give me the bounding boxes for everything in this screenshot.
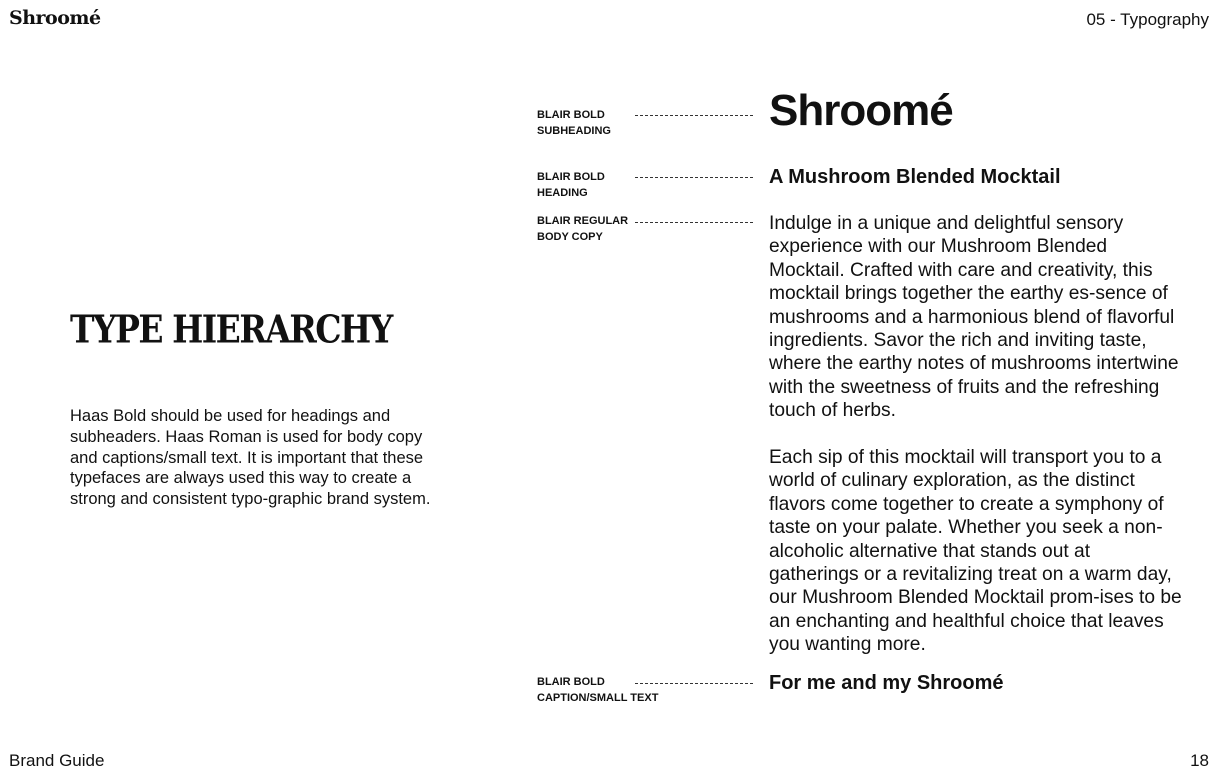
caption-label: [537, 674, 658, 706]
footer-guide-title: Brand Guide: [9, 751, 105, 770]
heading-label: [537, 169, 605, 201]
subheading-sample: Shroomé: [769, 86, 953, 135]
type-hierarchy-description: Haas Bold should be used for headings and subheaders. Haas Roman is used for body copy and captions/small text. It is important that these typefaces are always used this way to create a strong and consistent typo-graphic brand system.: [70, 407, 431, 509]
body-leader-line: [635, 222, 753, 223]
body-label-font: BLAIR REGULAR: [537, 215, 629, 227]
body-label: [537, 213, 628, 245]
caption-label-font: BLAIR BOLD: [537, 676, 605, 688]
subheading-label: [537, 107, 611, 139]
heading-label-role: HEADING: [537, 187, 588, 199]
page-number: 18: [1190, 751, 1209, 770]
brand-logo: Shroomé: [9, 7, 101, 29]
heading-sample: A Mushroom Blended Mocktail: [769, 166, 1061, 188]
body-paragraph-1: Indulge in a unique and delightful sensory experience with our Mushroom Blended Mocktail. Crafted with care and creativity, this mocktail brings together the earthy es-sence of mushrooms and a harmonious blend of flavorful ingredients. Savor the rich and inviting taste, where the earthy notes of mushrooms intertwine with the sweetness of fruits and the refreshing touch of herbs.: [769, 213, 1179, 422]
type-hierarchy-title: TYPE HIERARCHY: [70, 307, 392, 352]
section-title: 05 - Typography: [1086, 10, 1209, 29]
caption-sample: For me and my Shroomé: [769, 672, 1004, 694]
body-sample: [769, 212, 1184, 680]
subheading-leader-line: [635, 115, 753, 116]
caption-leader-line: [635, 683, 753, 684]
heading-label-font: BLAIR BOLD: [537, 171, 605, 183]
heading-leader-line: [635, 177, 753, 178]
subheading-label-font: BLAIR BOLD: [537, 109, 605, 121]
body-label-role: BODY COPY: [537, 231, 603, 243]
caption-label-role: CAPTION/SMALL TEXT: [537, 692, 659, 704]
subheading-label-role: SUBHEADING: [537, 125, 611, 137]
body-paragraph-2: Each sip of this mocktail will transport you to a world of culinary exploration, as the distinct flavors come together to create a symphony of taste on your palate. Whether you seek a non-alcoholic alternative that stands out at gatherings or a revitalizing treat on a warm day, our Mushroom Blended Mocktail prom-ises to be an enchanting and healthful choice that leaves you wanting more.: [769, 447, 1182, 656]
